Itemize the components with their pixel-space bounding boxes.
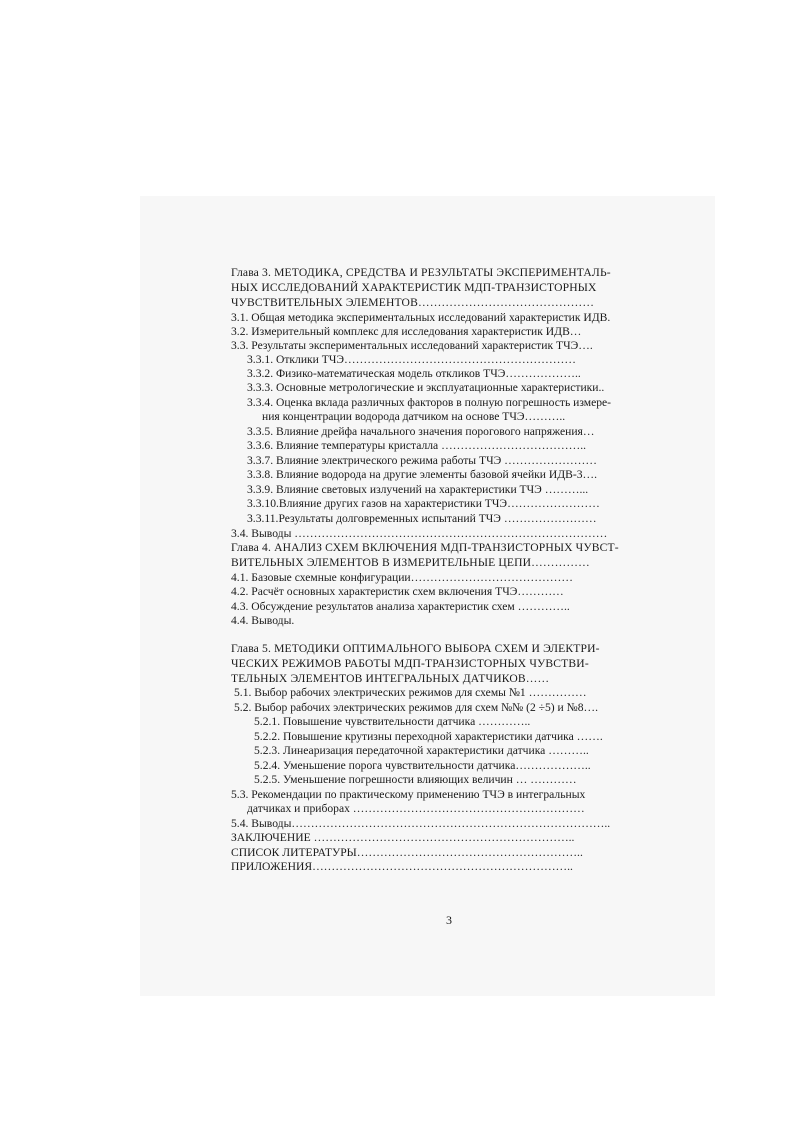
toc-line: 3.3.4. Оценка вклада различных факторов в полную погрешность измере-: [247, 396, 612, 409]
toc-line: 5.2.4. Уменьшение порога чувствительности датчика………………..: [254, 759, 591, 772]
toc-line: 4.4. Выводы.: [231, 614, 295, 627]
toc-line: ПРИЛОЖЕНИЯ…………………………………………………………..: [231, 860, 573, 873]
toc-line: 4.2. Расчёт основных характеристик схем включения ТЧЭ…………: [231, 585, 564, 598]
toc-line: 5.4. Выводы………………………………………………………………………..: [231, 817, 611, 830]
toc-line: 3.3. Результаты экспериментальных исследований характеристик ТЧЭ….: [231, 339, 593, 352]
toc-line: ВИТЕЛЬНЫХ ЭЛЕМЕНТОВ В ИЗМЕРИТЕЛЬНЫЕ ЦЕПИ……………: [231, 556, 590, 569]
toc-line: 5.1. Выбор рабочих электрических режимов для схемы №1 ……………: [234, 686, 587, 699]
toc-line: 3.3.8. Влияние водорода на другие элементы базовой ячейки ИДВ-3….: [247, 468, 598, 481]
toc-line: ЧЕСКИХ РЕЖИМОВ РАБОТЫ МДП-ТРАНЗИСТОРНЫХ ЧУВСТВИ-: [231, 657, 589, 670]
toc-line: 3.4. Выводы ………………………………………………………………………: [231, 527, 608, 540]
toc-line: 3.2. Измерительный комплекс для исследования характеристик ИДВ…: [231, 325, 582, 338]
toc-line: 5.2.1. Повышение чувствительности датчика …………..: [254, 715, 531, 728]
toc-line: Глава 5. МЕТОДИКИ ОПТИМАЛЬНОГО ВЫБОРА СХЕМ И ЭЛЕКТРИ-: [231, 642, 600, 655]
toc-line: 3.3.5. Влияние дрейфа начального значения порогового напряжения…: [247, 425, 595, 438]
toc-line: 3.3.1. Отклики ТЧЭ……………………………………………………: [247, 353, 576, 366]
toc-line: Глава 4. АНАЛИЗ СХЕМ ВКЛЮЧЕНИЯ МДП-ТРАНЗИСТОРНЫХ ЧУВСТ-: [231, 541, 619, 554]
toc-line: НЫХ ИССЛЕДОВАНИЙ ХАРАКТЕРИСТИК МДП-ТРАНЗИСТОРНЫХ: [231, 281, 597, 294]
toc-line: 5.2.2. Повышение крутизны переходной характеристики датчика …….: [254, 730, 603, 743]
toc-line: 3.1. Общая методика экспериментальных исследований характеристик ИДВ.: [231, 311, 611, 324]
toc-line: ТЕЛЬНЫХ ЭЛЕМЕНТОВ ИНТЕГРАЛЬНЫХ ДАТЧИКОВ……: [231, 672, 550, 685]
toc-line: 3.3.3. Основные метрологические и эксплуатационные характеристики..: [247, 381, 605, 394]
toc-line: 4.3. Обсуждение результатов анализа характеристик схем …………..: [231, 600, 570, 613]
toc-line: Глава 3. МЕТОДИКА, СРЕДСТВА И РЕЗУЛЬТАТЫ ЭКСПЕРИМЕНТАЛЬ-: [231, 266, 611, 279]
toc-line: 3.3.2. Физико-математическая модель откликов ТЧЭ………………..: [247, 367, 581, 380]
toc-line: 3.3.11.Результаты долговременных испытаний ТЧЭ ……………………: [247, 512, 597, 525]
page-number: 3: [446, 913, 452, 927]
toc-line: 5.2.5. Уменьшение погрешности влияющих величин … …………: [254, 773, 577, 786]
toc-line: 3.3.7. Влияние электрического режима работы ТЧЭ ……………………: [247, 454, 597, 467]
toc-line: 3.3.6. Влияние температуры кристалла ………………………………..: [247, 439, 587, 452]
toc-line: 5.2.3. Линеаризация передаточной характеристики датчика ………..: [254, 744, 589, 757]
toc-line: 4.1. Базовые схемные конфигурации……………………………………: [231, 571, 573, 584]
toc-line: ния концентрации водорода датчиком на основе ТЧЭ………..: [262, 410, 566, 423]
toc-line: 3.3.9. Влияние световых излучений на характеристики ТЧЭ ………...: [247, 483, 589, 496]
toc-line: ЗАКЛЮЧЕНИЕ …………………………………………………………..: [231, 831, 575, 844]
toc-line: ЧУВСТВИТЕЛЬНЫХ ЭЛЕМЕНТОВ………………………………………: [231, 296, 595, 309]
toc-line: 3.3.10.Влияние других газов на характеристики ТЧЭ……………………: [247, 497, 600, 510]
toc-line: 5.3. Рекомендации по практическому применению ТЧЭ в интегральных: [231, 788, 586, 801]
toc-line: 5.2. Выбор рабочих электрических режимов для схем №№ (2 ÷5) и №8….: [234, 701, 599, 714]
toc-line: датчиках и приборах ……………………………………………………: [247, 802, 585, 815]
toc-line: СПИСОК ЛИТЕРАТУРЫ…………………………………………………..: [231, 846, 583, 859]
